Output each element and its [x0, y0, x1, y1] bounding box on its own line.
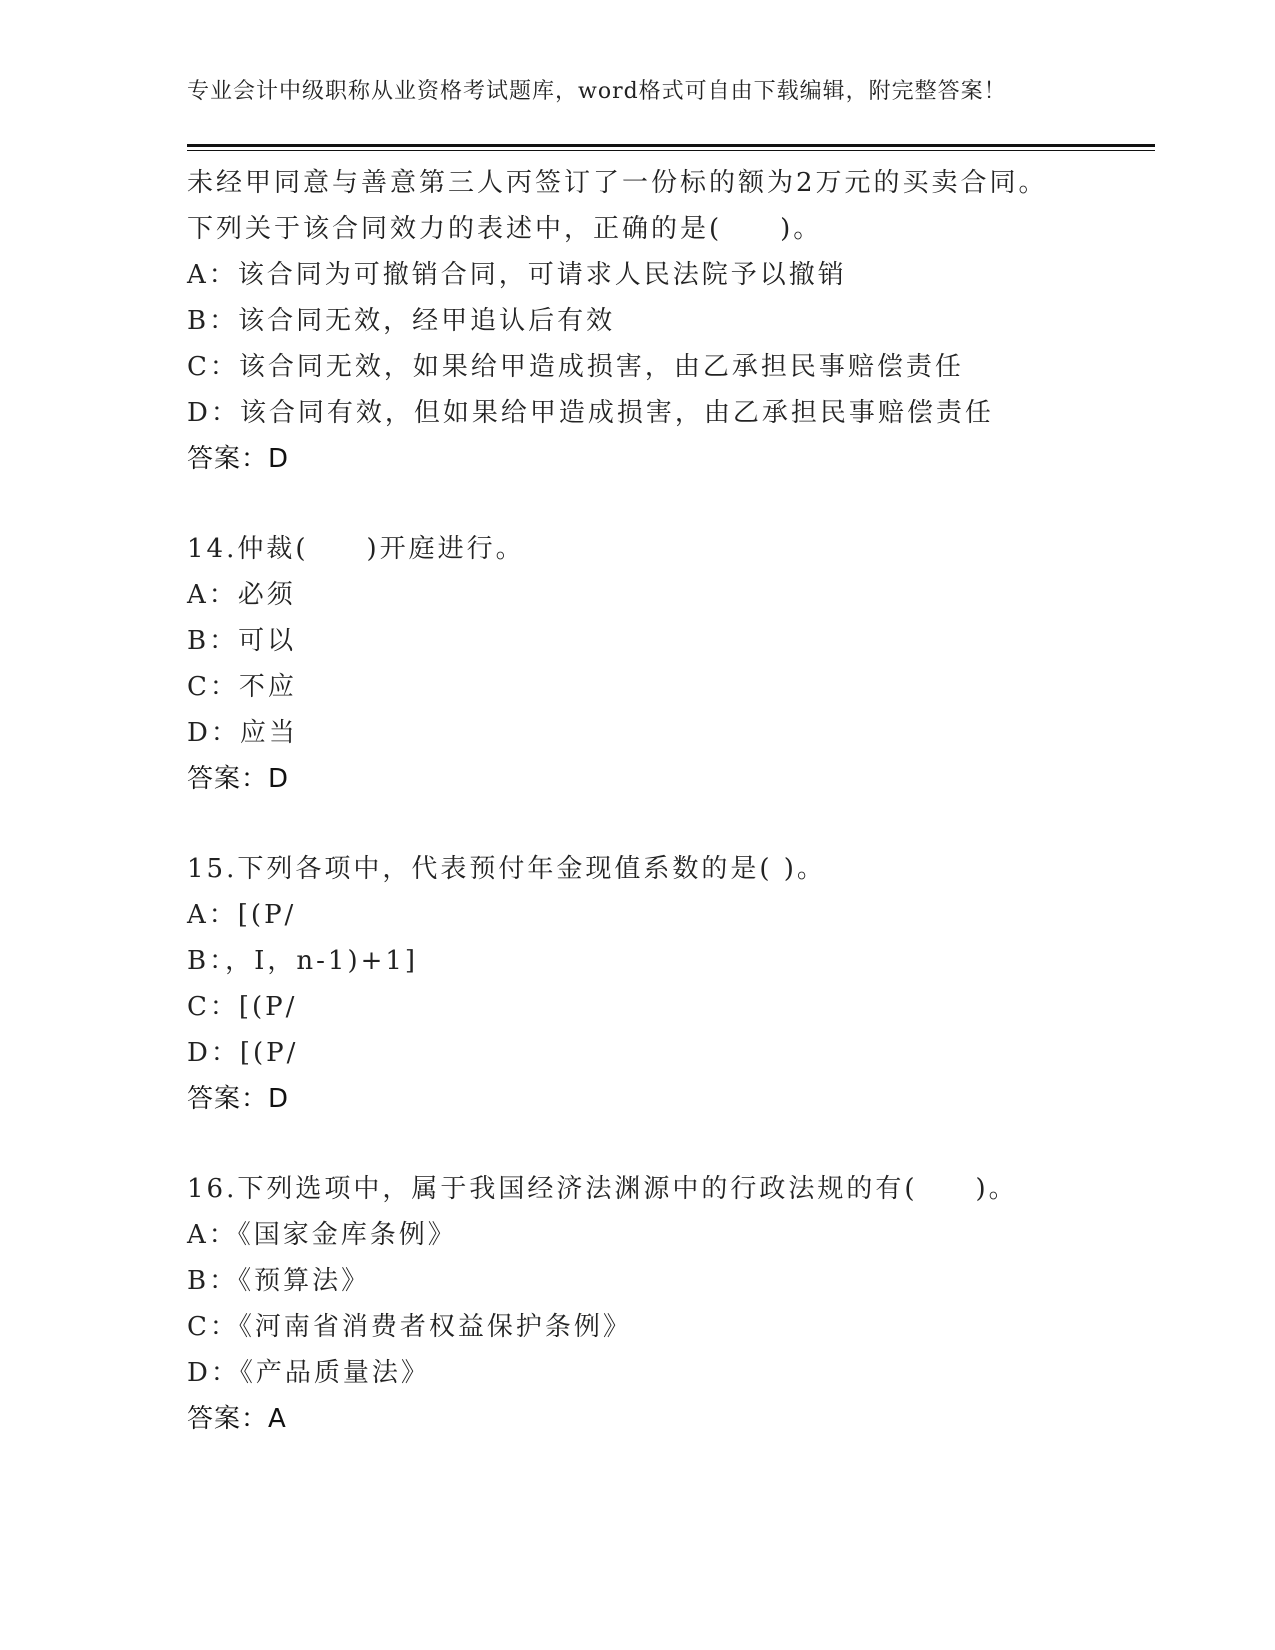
option-c: C：《河南省消费者权益保护条例》	[187, 1312, 632, 1342]
answer: 答案：A	[187, 1404, 287, 1434]
option-b: B：《预算法》	[187, 1266, 371, 1296]
option-d: D：该合同有效，但如果给甲造成损害，由乙承担民事赔偿责任	[187, 398, 994, 428]
question-stem-line: 未经甲同意与善意第三人丙签订了一份标的额为2万元的买卖合同。	[187, 168, 1048, 198]
answer: 答案：D	[187, 1084, 290, 1114]
question-stem: 16.下列选项中，属于我国经济法渊源中的行政法规的有( )。	[187, 1174, 1018, 1204]
answer: 答案：D	[187, 764, 290, 794]
question-stem: 14.仲裁( )开庭进行。	[187, 534, 525, 564]
option-a: A：[(P/	[187, 900, 297, 930]
option-b: B：该合同无效，经甲追认后有效	[187, 306, 616, 336]
question-14	[187, 526, 1155, 802]
option-c: C：该合同无效，如果给甲造成损害，由乙承担民事赔偿责任	[187, 352, 964, 382]
option-d: D：应当	[187, 718, 298, 748]
option-c: C：[(P/	[187, 992, 298, 1022]
option-d: D：[(P/	[187, 1038, 299, 1068]
question-stem: 15.下列各项中，代表预付年金现值系数的是( )。	[187, 854, 826, 884]
question-15	[187, 846, 1155, 1122]
option-c: C：不应	[187, 672, 297, 702]
option-b: B：可以	[187, 626, 297, 656]
option-d: D：《产品质量法》	[187, 1358, 430, 1388]
answer: 答案：D	[187, 444, 290, 474]
option-a: A：必须	[187, 580, 296, 610]
header-rule-thick	[187, 144, 1155, 147]
page-header: 专业会计中级职称从业资格考试题库，word格式可自由下载编辑，附完整答案！	[187, 79, 1007, 104]
option-a: A：《国家金库条例》	[187, 1220, 457, 1250]
question-stem-line: 下列关于该合同效力的表述中，正确的是( )。	[187, 214, 823, 244]
option-b: B：，I，n-1)+1]	[187, 946, 419, 976]
question-list	[187, 160, 1155, 1442]
option-a: A：该合同为可撤销合同，可请求人民法院予以撤销	[187, 260, 847, 290]
question-16	[187, 1166, 1155, 1442]
question-13	[187, 160, 1155, 482]
header-rule-thin	[187, 150, 1155, 151]
